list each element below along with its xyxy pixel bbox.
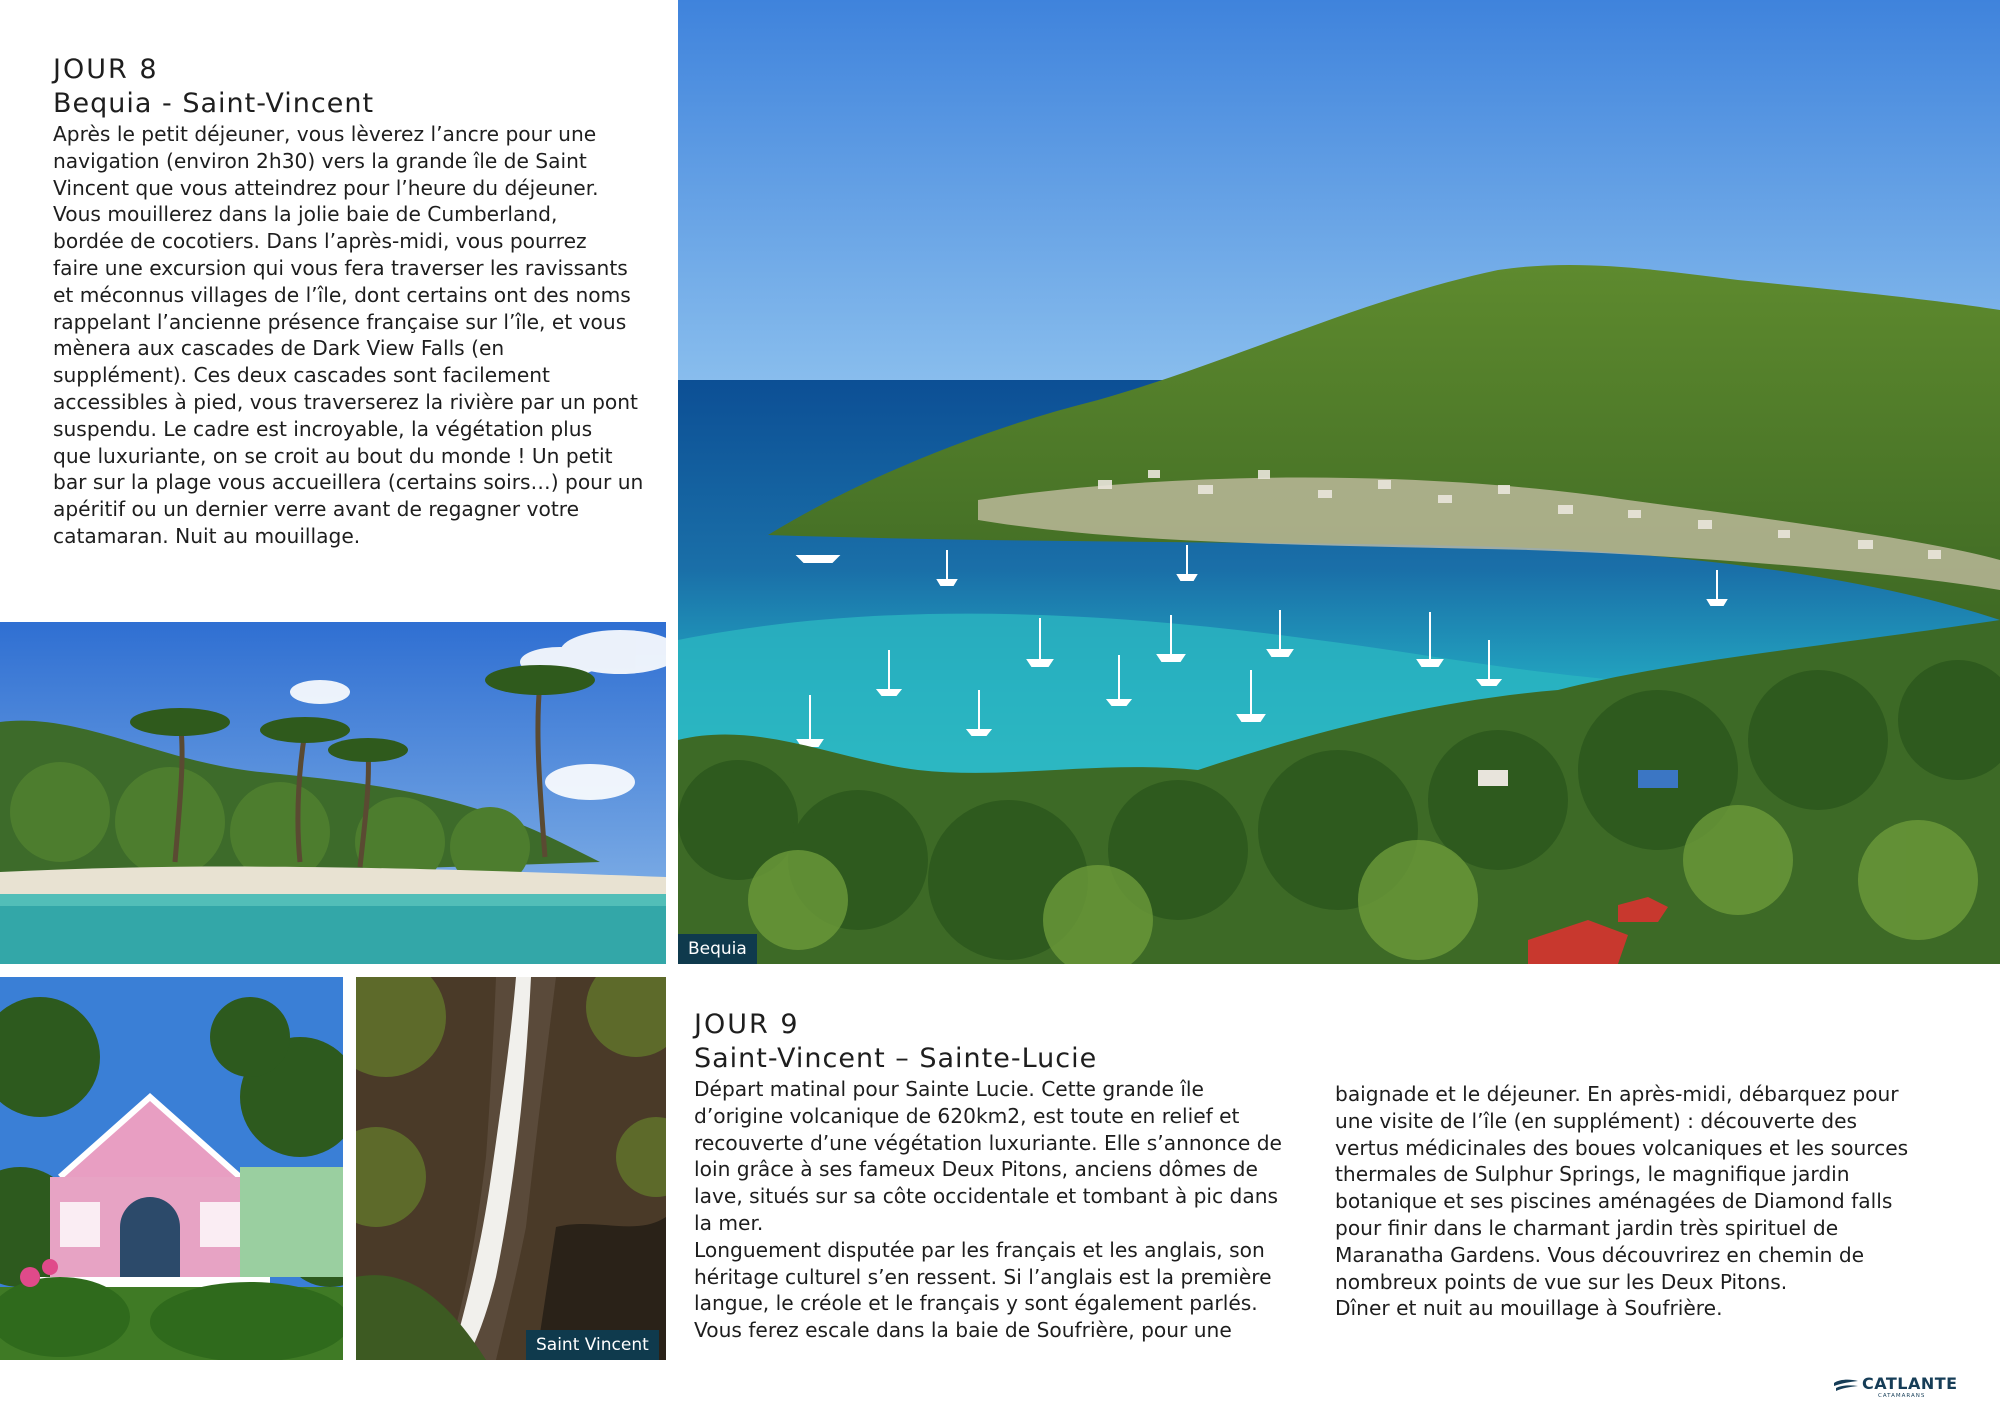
day9-description-part2: baignade et le déjeuner. En après-midi, débarquez pour une visite de l’île (en supplément) : découverte des vertus médicinales des boues volcaniques et les sources thermales de Sulphur Springs, le magnifique jardin botanique et ses piscines aménagées de Diamond falls pour finir dans le charmant jardin très spirituel de Maranatha Gardens. Vous découvrirez en chemin de nombreux points de vue sur les Deux Pitons. Dîner et nuit au mouillage à Soufrière. <box>1335 1082 1909 1321</box>
pink-house-photo <box>0 977 343 1360</box>
day8-route: Bequia - Saint-Vincent <box>53 88 375 119</box>
catlante-logo <box>1832 1374 1958 1404</box>
waterfall-photo <box>356 977 666 1360</box>
saint-vincent-caption: Saint Vincent <box>526 1330 659 1360</box>
day8-label: JOUR 8 <box>53 54 159 85</box>
day9-route: Saint-Vincent – Sainte-Lucie <box>694 1043 1098 1074</box>
day9-label: JOUR 9 <box>694 1009 800 1040</box>
catamaran-logo-icon <box>1832 1377 1860 1393</box>
day8-description: Après le petit déjeuner, vous lèverez l’ancre pour une navigation (environ 2h30) vers la grande île de Saint Vincent que vous atteindrez pour l’heure du déjeuner. Vous mouillerez dans la jolie baie de Cumberland, bordée de cocotiers. Dans l’après-midi, vous pourrez faire une excursion qui vous fera traverser les ravissants et méconnus villages de l’île, dont certains ont des noms rappelant l’ancienne présence française sur l’île, et vous mènera aux cascades de Dark View Falls (en supplément). Ces deux cascades sont facilement accessibles à pied, vous traverserez la rivière par un pont suspendu. Le cadre est incroyable, la végétation plus que luxuriante, on se croit au bout du monde ! Un petit bar sur la plage vous accueillera (certains soirs…) pour un apéritif ou un dernier verre avant de regagner votre catamaran. Nuit au mouillage. <box>53 122 644 548</box>
logo-brand: CATLANTE <box>1862 1374 1958 1393</box>
palm-beach-photo <box>0 622 666 964</box>
day9-header <box>694 1008 1314 1076</box>
bequia-bay-photo <box>678 0 2000 964</box>
day9-description-part1: Départ matinal pour Sainte Lucie. Cette grande île d’origine volcanique de 620km2, est toute en relief et recouverte d’une végétation luxuriante. Elle s’annonce de loin grâce à ses fameux Deux Pitons, anciens dômes de lave, situés sur sa côte occidentale et tombant à pic dans la mer. Longuement disputée par les français et les anglais, son héritage culturel s’en ressent. Si l’anglais est la première langue, le créole et le français y sont également parlés. Vous ferez escale dans la baie de Soufrière, pour une <box>694 1077 1282 1343</box>
day9-column-2 <box>1335 1081 1955 1322</box>
logo-subtitle: CATAMARANS <box>1878 1393 1926 1399</box>
day8-section <box>53 53 673 550</box>
day9-column-1 <box>694 1076 1324 1344</box>
bequia-caption: Bequia <box>678 934 757 964</box>
